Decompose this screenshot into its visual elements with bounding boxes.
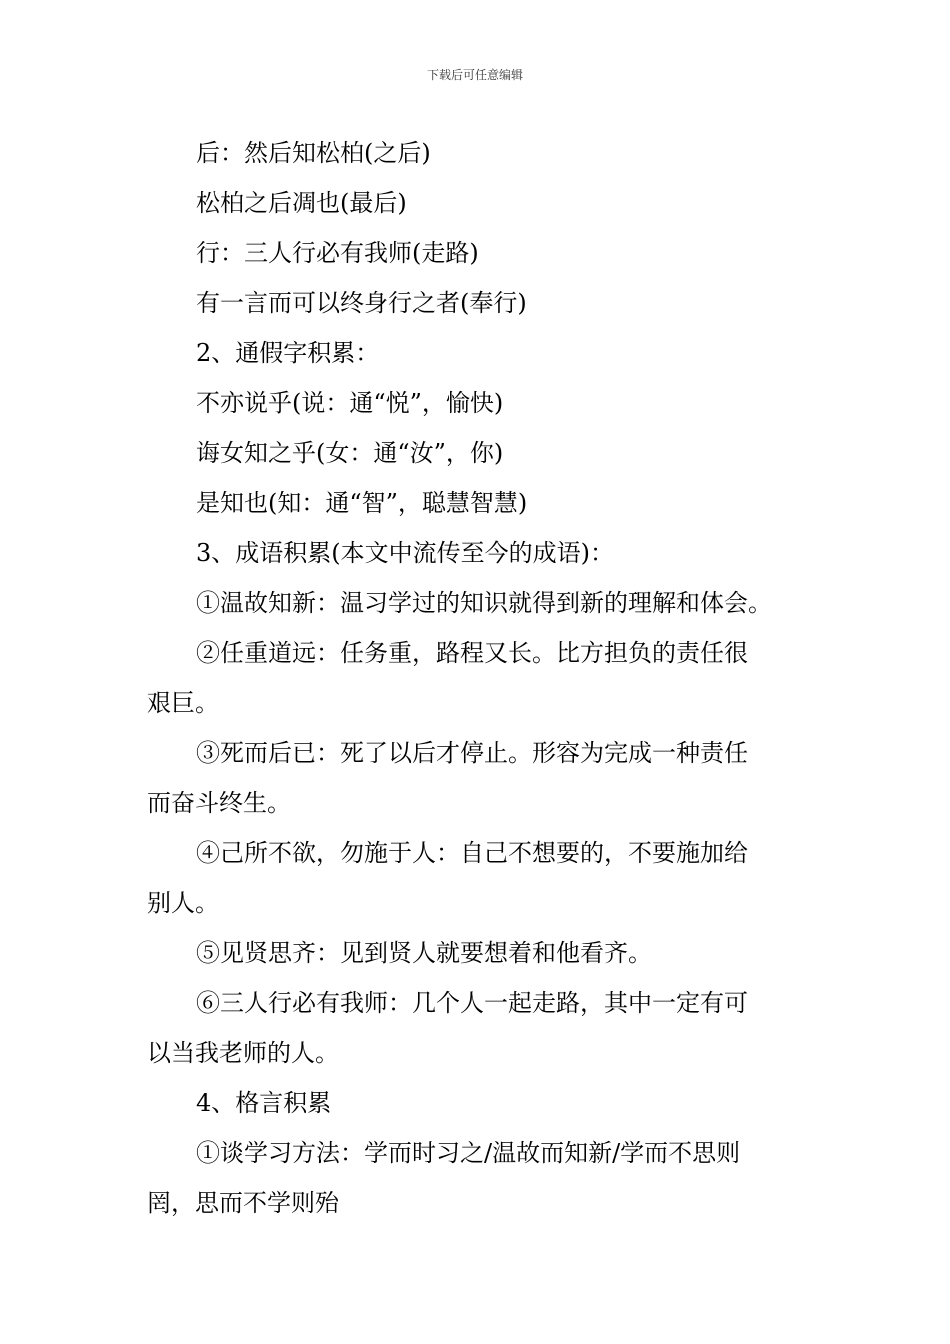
text-line: 不亦说乎(说：通“悦”，愉快): [196, 389, 504, 417]
text-line: 4、格言积累: [196, 1089, 332, 1117]
text-line: 罔，思而不学则殆: [147, 1189, 339, 1217]
text-line: ②任重道远：任务重，路程又长。比方担负的责任很: [196, 639, 748, 667]
document-body: [147, 128, 809, 1228]
text-line: 是知也(知：通“智”，聪慧智慧): [196, 489, 528, 517]
text-line: ⑥三人行必有我师：几个人一起走路，其中一定有可: [196, 989, 748, 1017]
page-header: 下载后可任意编辑: [426, 68, 523, 82]
text-line: 而奋斗终生。: [147, 789, 291, 817]
text-line: ⑤见贤思齐：见到贤人就要想着和他看齐。: [196, 939, 652, 967]
text-line: 艰巨。: [147, 689, 219, 717]
text-line: 2、通假字积累：: [196, 339, 380, 367]
text-line: ①温故知新：温习学过的知识就得到新的理解和体会。: [196, 589, 772, 617]
text-line: 3、成语积累(本文中流传至今的成语)：: [196, 539, 614, 567]
text-line: 行：三人行必有我师(走路): [196, 239, 479, 267]
text-line: ④己所不欲，勿施于人：自己不想要的，不要施加给: [196, 839, 748, 867]
text-line: 以当我老师的人。: [147, 1039, 339, 1067]
text-line: ③死而后已：死了以后才停止。形容为完成一种责任: [196, 739, 748, 767]
text-line: 后：然后知松柏(之后): [196, 139, 431, 167]
text-line: 诲女知之乎(女：通“汝”，你): [196, 439, 504, 467]
text-line: 有一言而可以终身行之者(奉行): [196, 289, 527, 317]
text-line: ①谈学习方法：学而时习之/温故而知新/学而不思则: [196, 1139, 741, 1167]
text-line: 松柏之后凋也(最后): [196, 189, 407, 217]
text-line: 别人。: [147, 889, 219, 917]
